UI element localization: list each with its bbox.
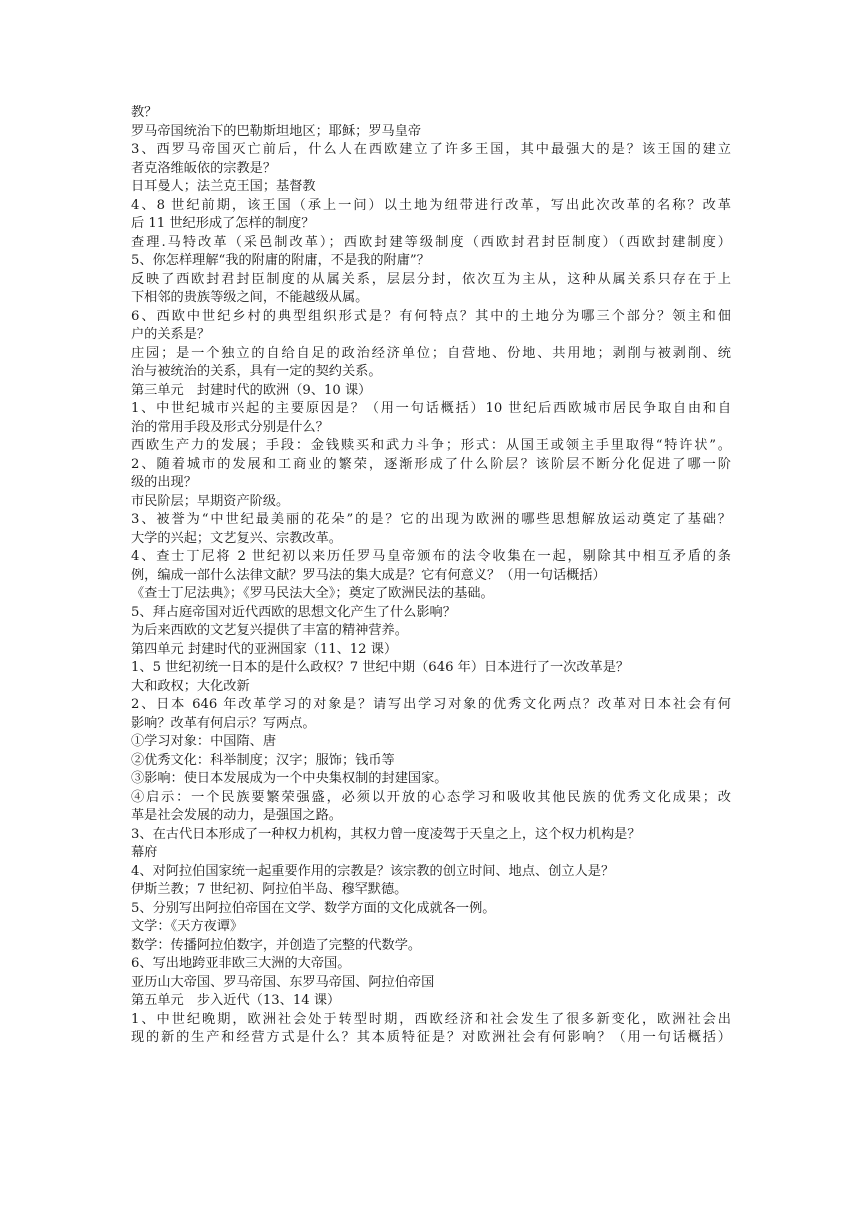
text-line: 大学的兴起；文艺复兴、宗教改革。 — [131, 530, 342, 546]
text-line: 户的关系是？ — [131, 327, 211, 342]
text-line: 庄园；是一个独立的自给自足的政治经济单位；自营地、份地、共用地；剥削与被剥削、统 — [131, 345, 731, 361]
text-line: 下相邻的贵族等级之间，不能越级从属。 — [131, 290, 369, 305]
text-line: 伊斯兰教；7 世纪初、阿拉伯半岛、穆罕默德。 — [131, 882, 408, 897]
text-line: 6、写出地跨亚非欧三大洲的大帝国。 — [131, 956, 351, 971]
text-line: 后 11 世纪形成了怎样的制度？ — [131, 216, 315, 231]
text-line: 4、8 世纪前期，该王国（承上一问）以土地为纽带进行改革，写出此次改革的名称？改革 — [131, 197, 731, 213]
text-line: 数学：传播阿拉伯数字，并创造了完整的代数学。 — [131, 937, 422, 953]
text-line: ③影响：使日本发展成为一个中央集权制的封建国家。 — [131, 771, 448, 786]
text-line: 治与被统治的关系，具有一定的契约关系。 — [131, 364, 382, 379]
text-line: 4、对阿拉伯国家统一起重要作用的宗教是？该宗教的创立时间、地点、创立人是？ — [131, 863, 615, 879]
text-line: 革是社会发展的动力，是强国之路。 — [131, 808, 342, 823]
text-line: 者克洛维皈依的宗教是？ — [131, 160, 277, 176]
text-line: 反映了西欧封君封臣制度的从属关系，层层分封，依次互为主从，这种从属关系只存在于上 — [131, 271, 731, 287]
text-line: 第三单元 封建时代的欧洲（9、10 课） — [131, 382, 372, 398]
text-line: 例，编成一部什么法律文献？罗马法的集大成是？它有何意义？（用一句话概括） — [131, 567, 606, 583]
text-line: 5、分别写出阿拉伯帝国在文学、数学方面的文化成就各一例。 — [131, 900, 496, 916]
text-line: 1、中世纪晚期，欧洲社会处于转型时期，西欧经济和社会发生了很多新变化，欧洲社会出 — [131, 1011, 731, 1027]
text-line: 罗马帝国统治下的巴勒斯坦地区；耶稣；罗马皇帝 — [131, 123, 422, 139]
text-line: 市民阶层；早期资产阶级。 — [131, 493, 290, 509]
text-line: 2、随着城市的发展和工商业的繁荣，逐渐形成了什么阶层？该阶层不断分化促进了哪一阶 — [131, 456, 731, 472]
text-line: ①学习对象：中国隋、唐 — [131, 734, 277, 749]
text-line: 5、你怎样理解“我的附庸的附庸，不是我的附庸”？ — [131, 253, 430, 268]
text-line: ④启示：一个民族要繁荣强盛，必须以开放的心态学习和吸收其他民族的优秀文化成果；改 — [131, 789, 731, 805]
text-line: 级的出现？ — [131, 475, 197, 490]
text-line: 治的常用手段及形式分别是什么？ — [131, 419, 329, 435]
text-line: 第四单元 封建时代的亚洲国家（11、12 课） — [131, 641, 398, 657]
text-line: 文学：《天方夜谭》 — [131, 919, 244, 934]
text-line: 亚历山大帝国、罗马帝国、东罗马帝国、阿拉伯帝国 — [131, 974, 435, 990]
text-line: 为后来西欧的文艺复兴提供了丰富的精神营养。 — [131, 623, 408, 638]
text-line: 影响？改革有何启示？写两点。 — [131, 715, 316, 731]
text-line: 3、在古代日本形成了一种权力机构，其权力曾一度凌驾于天皇之上，这个权力机构是？ — [131, 826, 641, 842]
text-line: 大和政权；大化改新 — [131, 678, 250, 694]
document-body — [131, 104, 731, 1048]
text-line: 5、拜占庭帝国对近代西欧的思想文化产生了什么影响？ — [131, 604, 456, 620]
text-line: 3、被誉为“中世纪最美丽的花朵”的是？它的出现为欧洲的哪些思想解放运动奠定了基础？ — [131, 512, 731, 527]
text-line: ②优秀文化：科举制度；汉字；服饰；钱币等 — [131, 752, 395, 768]
text-line: 1、5 世纪初统一日本的是什么政权？7 世纪中期（646 年）日本进行了一次改革是？ — [131, 660, 630, 675]
text-line: 现的新的生产和经营方式是什么？其本质特征是？对欧洲社会有何影响？（用一句话概括） — [131, 1030, 731, 1045]
text-line: 4、查士丁尼将 2 世纪初以来历任罗马皇帝颁布的法令收集在一起，剔除其中相互矛盾的条 — [131, 549, 731, 564]
text-line: 日耳曼人；法兰克王国；基督教 — [131, 179, 316, 194]
text-line: 教？ — [131, 105, 158, 120]
text-line: 1、中世纪城市兴起的主要原因是？（用一句话概括）10 世纪后西欧城市居民争取自由和自 — [131, 401, 731, 416]
text-line: 3、西罗马帝国灭亡前后，什么人在西欧建立了许多王国，其中最强大的是？该王国的建立 — [131, 142, 731, 157]
text-line: 第五单元 步入近代（13、14 课） — [131, 993, 341, 1008]
text-line: 查理.马特改革（采邑制改革）；西欧封建等级制度（西欧封君封臣制度）（西欧封建制度） — [131, 234, 731, 250]
text-line: 《查士丁尼法典》；《罗马民法大全》；奠定了欧洲民法的基础。 — [131, 586, 494, 601]
text-line: 西欧生产力的发展；手段：金钱赎买和武力斗争；形式：从国王或领主手里取得“特许状”。 — [131, 438, 731, 453]
text-line: 2、日本 646 年改革学习的对象是？请写出学习对象的优秀文化两点？改革对日本社会有何 — [131, 697, 731, 712]
text-line: 幕府 — [131, 845, 158, 860]
text-line: 6、西欧中世纪乡村的典型组织形式是？有何特点？其中的土地分为哪三个部分？领主和佃 — [131, 308, 731, 324]
